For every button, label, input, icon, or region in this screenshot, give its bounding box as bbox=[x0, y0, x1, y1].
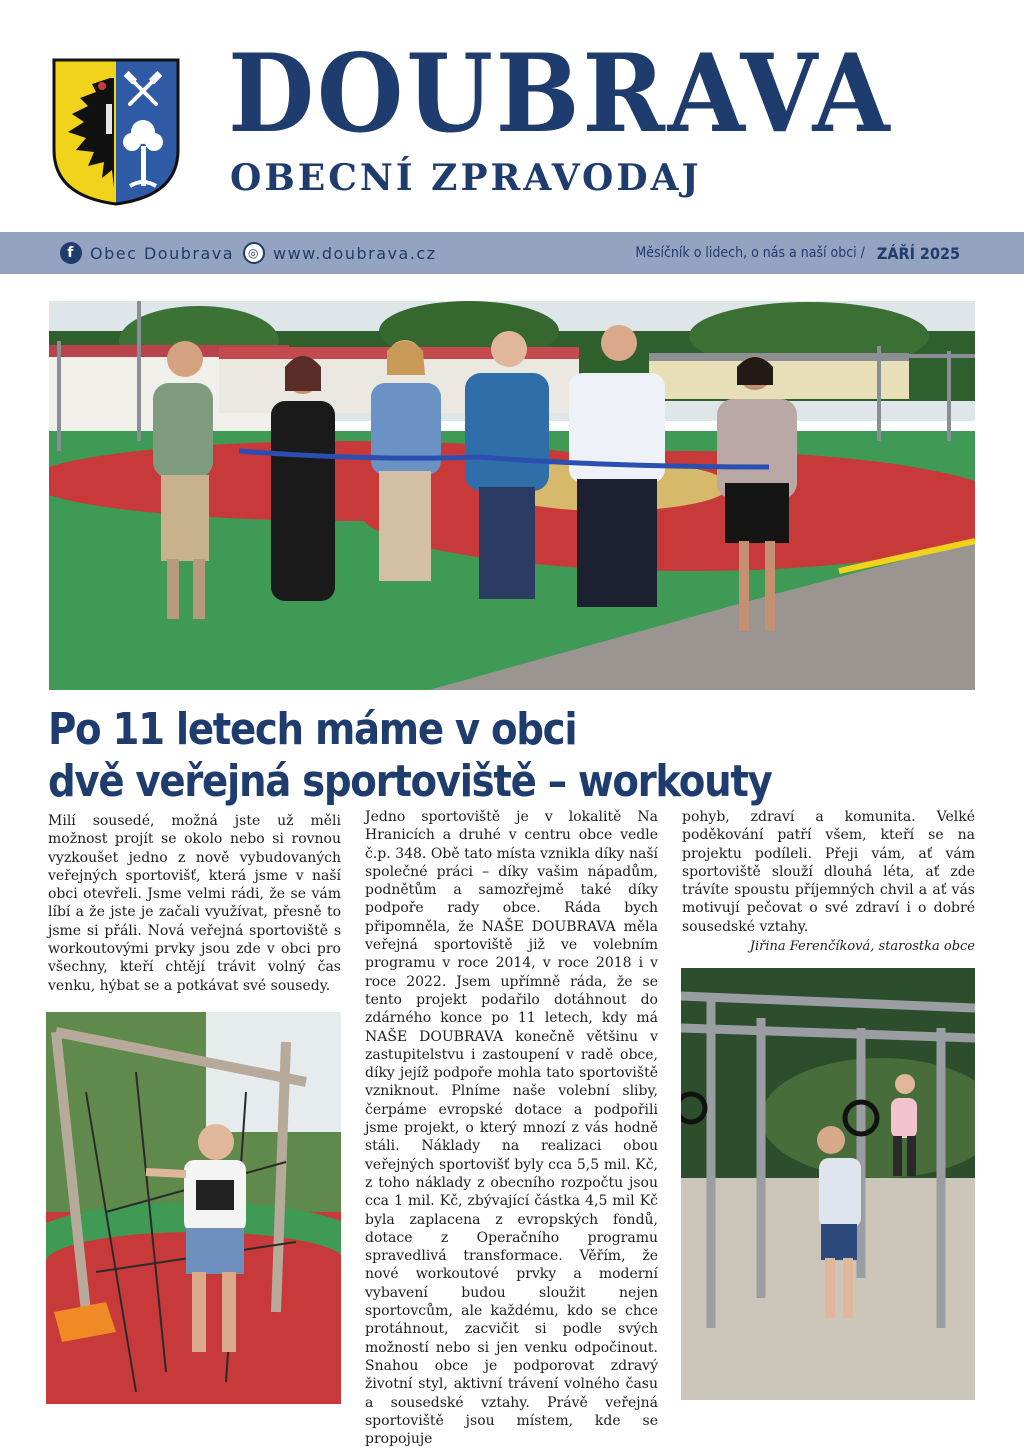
article-signature: Jiřina Ferenčíková, starostka obce bbox=[749, 939, 975, 954]
tagline-text: Měsíčník o lidech, o nás a naší obci / bbox=[635, 245, 865, 261]
headline-line-2: dvě veřejná sportoviště – workouty bbox=[48, 756, 772, 807]
ribbon-cutting-photo bbox=[49, 301, 975, 690]
website-label: www.doubrava.cz bbox=[273, 243, 437, 263]
website-link[interactable] bbox=[243, 232, 437, 274]
article-column-2: Jedno sportoviště je v lokalitě Na Hranicích a druhé v centru obce vedle č.p. 348. Obě tato místa vznikla díky naší společné práci – díky vašim nápadům, podnětům a samozřejmě také díky podpoře rady obce. Ráda bych připomněla, že NAŠE DOUBRAVA měla veřejná sportoviště již ve volebním programu v roce 2014, v roce 2018 i v roce 2022. Jsem upřímně ráda, že se tento projekt podařilo dotáhnout do zdárného konce po 11 letech, kdy má NAŠE DOUBRAVA konečně většinu v zastupitelstvu i zastoupení v radě obce, díky jejíž podpoře mohla tato sportoviště vzniknout. Plníme naše volební sliby, čerpáme evropské dotace a podpořili jsme projekt, o který mnozí z vás hodně stáli. Náklady na realizaci obou veřejných sportovišť byly cca 5,5 mil. Kč, z toho náklady z obecního rozpočtu jsou cca 1 mil. Kč, zbývající částka 4,5 mil Kč byla zaplacena z evropských fondů, dotace z Operačního programu spravedlivá transformace. Věřím, že nové workoutové prvky a moderní vybavení budou sloužit nejen sportovcům, ale každému, kdo se chce protáhnout, zacvičit si podle svých možností nebo si jen venku odpočinout. Snahou obce je podporovat zdravý životní styl, aktivní trávení volného času a sousedské vztahy. Právě veřejná sportoviště jsou místem, kde se propojuje bbox=[365, 809, 658, 1448]
boy-on-climbing-net-photo bbox=[46, 1012, 341, 1404]
coat-of-arms-icon bbox=[52, 58, 180, 206]
issue-date: ZÁŘÍ 2025 bbox=[876, 243, 960, 263]
issue-tagline bbox=[635, 232, 960, 274]
headline-line-1: Po 11 letech máme v obci bbox=[48, 704, 577, 755]
globe-icon: ◎ bbox=[243, 242, 265, 264]
article-column-1: Milí sousedé, možná jste už měli možnost projít se okolo nebo si rovnou vyzkoušet jedno z nově vybudovaných veřejných sportovišť, která jsme v naší obci otevřeli. Jsme velmi rádi, že se vám líbí a že jste je začali využívat, přesně to jsme si přáli. Nová veřejná sportoviště s workoutovými prvky jsou zde v obci pro všechny, kteří chtějí trávit volný čas venku, hýbat se a potkávat své sousedy. bbox=[48, 813, 341, 994]
children-on-workout-frame-photo bbox=[681, 968, 975, 1400]
article-headline bbox=[48, 704, 875, 808]
facebook-icon: f bbox=[60, 242, 82, 264]
facebook-label: Obec Doubrava bbox=[90, 243, 235, 263]
info-bar bbox=[0, 232, 1024, 274]
masthead-title: DOUBRAVA bbox=[228, 31, 893, 157]
masthead-subtitle: OBECNÍ ZPRAVODAJ bbox=[230, 157, 702, 199]
facebook-link[interactable] bbox=[60, 232, 234, 274]
article-column-3: pohyb, zdraví a komunita. Velké poděkování patří všem, kteří se na projektu podíleli. Přeji vám, ať vám sportoviště slouží dlouhá léta, ať zde trávíte spoustu příjemných chvil a ať vás motivují pečovat o své zdraví i o dobré sousedské vztahy. bbox=[682, 809, 975, 935]
